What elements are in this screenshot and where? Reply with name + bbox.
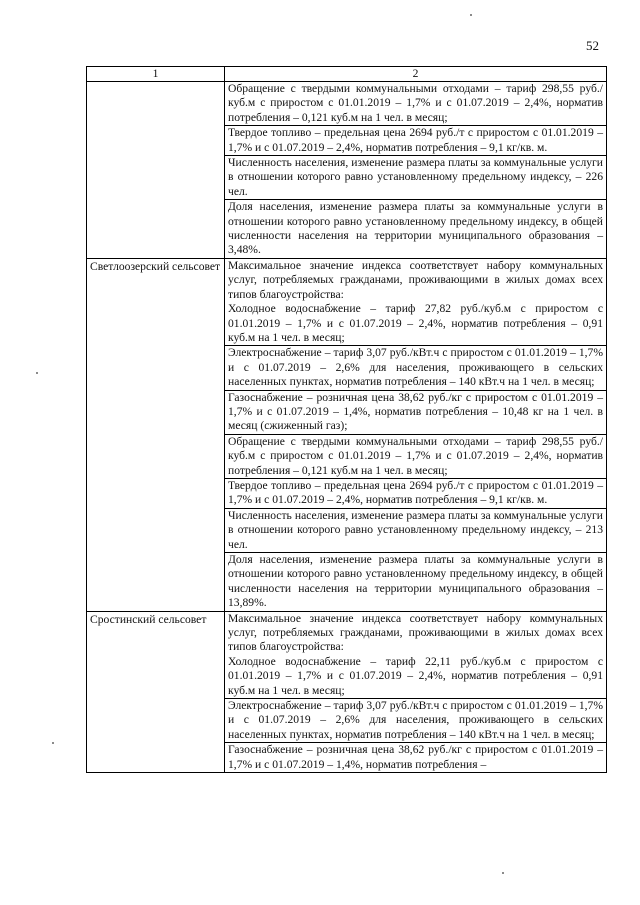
text-block: Доля населения, изменение размера платы за коммунальные услуги в отношении которого равно установленному предельному индексу, в общей численности населения на территории муниципального образования – 13,89%.: [225, 552, 606, 611]
text-block: Численность населения, изменение размера платы за коммунальные услуги в отношении которого равно установленному предельному индексу, – 226 чел.: [225, 155, 606, 199]
scan-speck: [52, 742, 54, 744]
text-block: Газоснабжение – розничная цена 38,62 руб./кг с приростом с 01.01.2019 – 1,7% и с 01.07.2019 – 1,4%, норматив потребления –: [225, 742, 606, 772]
text-block: Доля населения, изменение размера платы за коммунальные услуги в отношении которого равно установленному предельному индексу, в общей численности населения на территории муниципального образования – 3,48%.: [225, 199, 606, 258]
text-block: Электроснабжение – тариф 3,07 руб./кВт.ч с приростом с 01.01.2019 – 1,7% и с 01.07.2019 – 2,6% для населения, проживающего в сельских населенных пунктах, норматив потребления – 140 кВт.ч на 1 чел. в месяц;: [225, 345, 606, 389]
municipality-name: [87, 82, 225, 259]
tariff-table: [86, 66, 607, 773]
scan-speck: [470, 14, 472, 16]
table-header-row: [87, 67, 607, 82]
municipality-name: Светлоозерский сельсовет: [87, 258, 225, 611]
table-row: [87, 258, 607, 611]
text-block: Обращение с твердыми коммунальными отходами – тариф 298,55 руб./куб.м с приростом с 01.01.2019 – 1,7% и с 01.07.2019 – 2,4%, норматив потребления – 0,121 куб.м на 1 чел. в месяц;: [228, 82, 603, 124]
text-block: Максимальное значение индекса соответствует набору коммунальных услуг, потребляемых гражданами, проживающими в жилых домах всех типов благоустройства:: [228, 258, 603, 301]
municipality-name: Сростинский сельсовет: [87, 611, 225, 772]
text-block: Численность населения, изменение размера платы за коммунальные услуги в отношении которого равно установленному предельному индексу, – 213 чел.: [225, 508, 606, 552]
tariff-description: [225, 611, 607, 772]
text-block: Максимальное значение индекса соответствует набору коммунальных услуг, потребляемых гражданами, проживающими в жилых домах всех типов благоустройства:: [228, 611, 603, 654]
scan-speck: [502, 872, 504, 874]
text-block: Твердое топливо – предельная цена 2694 руб./т с приростом с 01.01.2019 – 1,7% и с 01.07.2019 – 2,4%, норматив потребления – 9,1 кг/кв. м.: [225, 478, 606, 508]
text-block: Обращение с твердыми коммунальными отходами – тариф 298,55 руб./куб.м с приростом с 01.01.2019 – 1,7% и с 01.07.2019 – 2,4%, норматив потребления – 0,121 куб.м на 1 чел. в месяц;: [225, 434, 606, 478]
text-block: Холодное водоснабжение – тариф 27,82 руб./куб.м с приростом с 01.01.2019 – 1,7% и с 01.07.2019 – 2,4%, норматив потребления – 0,91 куб.м на 1 чел. в месяц;: [228, 302, 603, 344]
column-header-1: 1: [87, 67, 225, 82]
table-row: [87, 82, 607, 259]
page-number: 52: [586, 38, 599, 53]
text-block: Газоснабжение – розничная цена 38,62 руб./кг с приростом с 01.01.2019 – 1,7% и с 01.07.2019 – 1,4%, норматив потребления – 10,48 кг на 1 чел. в месяц (сжиженный газ);: [225, 390, 606, 434]
text-block: Электроснабжение – тариф 3,07 руб./кВт.ч с приростом с 01.01.2019 – 1,7% и с 01.07.2019 – 2,6% для населения, проживающего в сельских населенных пунктах, норматив потребления – 140 кВт.ч на 1 чел. в месяц;: [225, 698, 606, 742]
tariff-description: [225, 258, 607, 611]
scan-speck: [36, 372, 38, 374]
table-row: [87, 611, 607, 772]
column-header-2: 2: [225, 67, 607, 82]
text-block: Холодное водоснабжение – тариф 22,11 руб./куб.м с приростом с 01.01.2019 – 1,7% и с 01.07.2019 – 2,4%, норматив потребления – 0,91 куб.м на 1 чел. в месяц;: [228, 654, 603, 697]
text-block: Твердое топливо – предельная цена 2694 руб./т с приростом с 01.01.2019 – 1,7% и с 01.07.2019 – 2,4%, норматив потребления – 9,1 кг/кв. м.: [225, 125, 606, 155]
tariff-description: [225, 82, 607, 259]
